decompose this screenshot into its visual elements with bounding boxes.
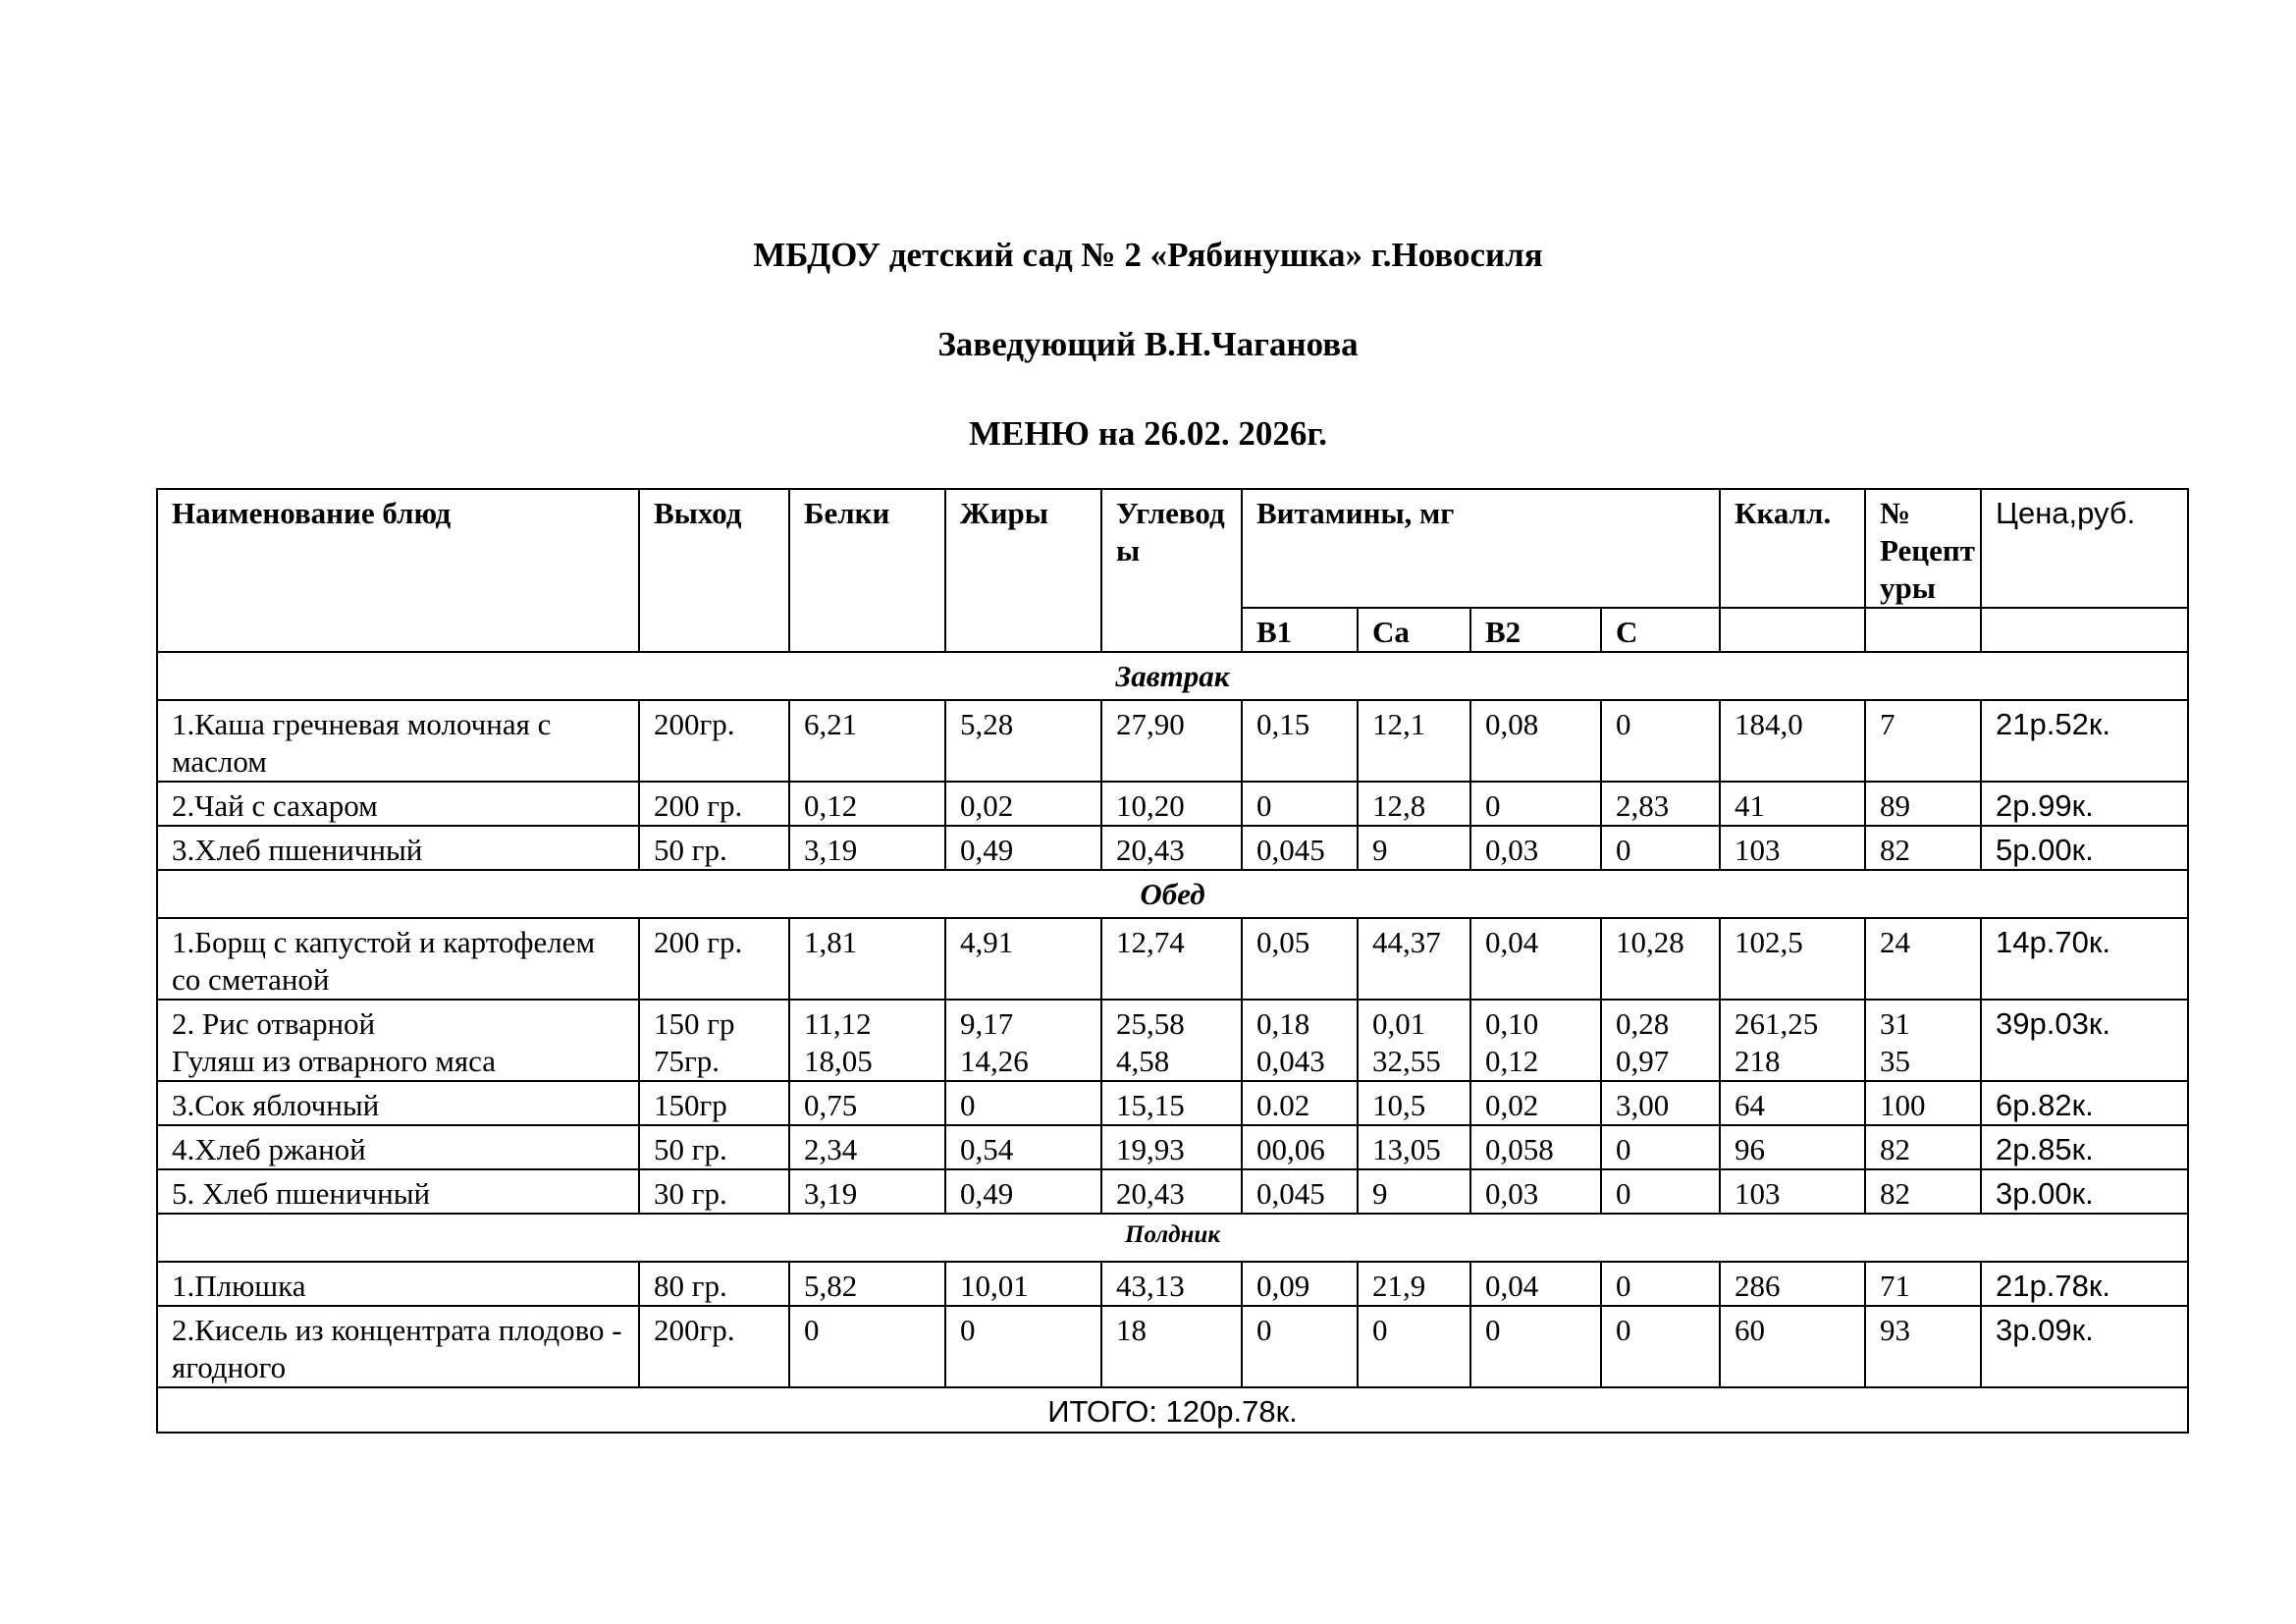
cell-yield: 200гр. bbox=[639, 700, 789, 782]
cell-b1: 0 bbox=[1242, 782, 1358, 826]
cell-b2: 0,03 bbox=[1470, 826, 1601, 870]
cell-c: 0 bbox=[1601, 1306, 1720, 1387]
section-row bbox=[157, 1214, 2188, 1262]
cell-fat: 4,91 bbox=[945, 918, 1101, 1000]
total-row bbox=[157, 1387, 2188, 1433]
table-header-row bbox=[157, 489, 2188, 608]
cell-price: 21р.52к. bbox=[1981, 700, 2188, 782]
cell-price: 3р.00к. bbox=[1981, 1169, 2188, 1214]
cell-protein: 2,34 bbox=[789, 1125, 945, 1169]
cell-b2: 0,04 bbox=[1470, 1262, 1601, 1306]
col-header-recipe: № Рецепт уры bbox=[1865, 489, 1981, 608]
cell-c: 0,28 0,97 bbox=[1601, 1000, 1720, 1081]
cell-b1: 0.02 bbox=[1242, 1081, 1358, 1125]
cell-price: 2р.99к. bbox=[1981, 782, 2188, 826]
organization-title: МБДОУ детский сад № 2 «Рябинушка» г.Новосиля bbox=[753, 236, 1543, 274]
cell-b2: 0,058 bbox=[1470, 1125, 1601, 1169]
table-row bbox=[157, 1125, 2188, 1169]
cell-protein: 5,82 bbox=[789, 1262, 945, 1306]
cell-b1: 0,05 bbox=[1242, 918, 1358, 1000]
cell-carbs: 10,20 bbox=[1101, 782, 1242, 826]
cell-fat: 10,01 bbox=[945, 1262, 1101, 1306]
col-header-price: Цена,руб. bbox=[1981, 489, 2188, 608]
table-row bbox=[157, 782, 2188, 826]
table-row bbox=[157, 1169, 2188, 1214]
cell-b2: 0,04 bbox=[1470, 918, 1601, 1000]
cell-ca: 21,9 bbox=[1358, 1262, 1470, 1306]
table-row bbox=[157, 700, 2188, 782]
cell-price: 6р.82к. bbox=[1981, 1081, 2188, 1125]
cell-ca: 0,01 32,55 bbox=[1358, 1000, 1470, 1081]
cell-name: 2. Рис отварной Гуляш из отварного мяса bbox=[157, 1000, 639, 1081]
cell-kcal: 261,25 218 bbox=[1720, 1000, 1865, 1081]
cell-carbs: 19,93 bbox=[1101, 1125, 1242, 1169]
cell-price: 21р.78к. bbox=[1981, 1262, 2188, 1306]
cell-b2: 0,03 bbox=[1470, 1169, 1601, 1214]
cell-yield: 50 гр. bbox=[639, 826, 789, 870]
cell-recipe: 82 bbox=[1865, 1169, 1981, 1214]
empty-cell bbox=[1865, 608, 1981, 652]
cell-fat: 0 bbox=[945, 1081, 1101, 1125]
cell-carbs: 20,43 bbox=[1101, 1169, 1242, 1214]
cell-recipe: 82 bbox=[1865, 826, 1981, 870]
cell-kcal: 64 bbox=[1720, 1081, 1865, 1125]
cell-name: 1.Борщ с капустой и картофелем со сметаной bbox=[157, 918, 639, 1000]
col-header-yield: Выход bbox=[639, 489, 789, 652]
cell-kcal: 102,5 bbox=[1720, 918, 1865, 1000]
menu-title: МЕНЮ на 26.02. 2026г. bbox=[968, 414, 1328, 453]
cell-b1: 0,09 bbox=[1242, 1262, 1358, 1306]
cell-name: 2.Чай с сахаром bbox=[157, 782, 639, 826]
total-sum: ИТОГО: 120р.78к. bbox=[157, 1387, 2188, 1433]
table-row bbox=[157, 1000, 2188, 1081]
cell-carbs: 12,74 bbox=[1101, 918, 1242, 1000]
cell-c: 2,83 bbox=[1601, 782, 1720, 826]
cell-carbs: 27,90 bbox=[1101, 700, 1242, 782]
table-row bbox=[157, 918, 2188, 1000]
cell-yield: 80 гр. bbox=[639, 1262, 789, 1306]
cell-c: 3,00 bbox=[1601, 1081, 1720, 1125]
table-row bbox=[157, 1262, 2188, 1306]
cell-carbs: 25,58 4,58 bbox=[1101, 1000, 1242, 1081]
cell-protein: 11,12 18,05 bbox=[789, 1000, 945, 1081]
cell-kcal: 60 bbox=[1720, 1306, 1865, 1387]
cell-carbs: 43,13 bbox=[1101, 1262, 1242, 1306]
cell-yield: 200 гр. bbox=[639, 918, 789, 1000]
cell-yield: 200 гр. bbox=[639, 782, 789, 826]
section-row bbox=[157, 652, 2188, 700]
cell-recipe: 71 bbox=[1865, 1262, 1981, 1306]
cell-fat: 0,02 bbox=[945, 782, 1101, 826]
col-header-ca: Са bbox=[1358, 608, 1470, 652]
cell-carbs: 18 bbox=[1101, 1306, 1242, 1387]
cell-yield: 30 гр. bbox=[639, 1169, 789, 1214]
cell-yield: 150 гр 75гр. bbox=[639, 1000, 789, 1081]
cell-b2: 0,02 bbox=[1470, 1081, 1601, 1125]
col-header-carbs: Углевод ы bbox=[1101, 489, 1242, 652]
cell-c: 0 bbox=[1601, 826, 1720, 870]
col-header-protein: Белки bbox=[789, 489, 945, 652]
cell-ca: 12,1 bbox=[1358, 700, 1470, 782]
cell-b1: 0,15 bbox=[1242, 700, 1358, 782]
cell-price: 14р.70к. bbox=[1981, 918, 2188, 1000]
col-header-name: Наименование блюд bbox=[157, 489, 639, 652]
cell-ca: 12,8 bbox=[1358, 782, 1470, 826]
cell-c: 0 bbox=[1601, 700, 1720, 782]
cell-kcal: 96 bbox=[1720, 1125, 1865, 1169]
table-row bbox=[157, 1306, 2188, 1387]
cell-price: 3р.09к. bbox=[1981, 1306, 2188, 1387]
cell-c: 0 bbox=[1601, 1125, 1720, 1169]
cell-ca: 13,05 bbox=[1358, 1125, 1470, 1169]
section-title: Полдник bbox=[157, 1214, 2188, 1262]
cell-carbs: 20,43 bbox=[1101, 826, 1242, 870]
cell-c: 0 bbox=[1601, 1262, 1720, 1306]
cell-kcal: 41 bbox=[1720, 782, 1865, 826]
table-row bbox=[157, 1081, 2188, 1125]
cell-name: 3.Сок яблочный bbox=[157, 1081, 639, 1125]
cell-b2: 0 bbox=[1470, 782, 1601, 826]
cell-name: 1.Каша гречневая молочная с маслом bbox=[157, 700, 639, 782]
cell-b2: 0 bbox=[1470, 1306, 1601, 1387]
cell-yield: 150гр bbox=[639, 1081, 789, 1125]
cell-protein: 0,12 bbox=[789, 782, 945, 826]
cell-recipe: 7 bbox=[1865, 700, 1981, 782]
cell-ca: 9 bbox=[1358, 1169, 1470, 1214]
cell-name: 4.Хлеб ржаной bbox=[157, 1125, 639, 1169]
col-header-b2: В2 bbox=[1470, 608, 1601, 652]
cell-protein: 6,21 bbox=[789, 700, 945, 782]
cell-fat: 0,49 bbox=[945, 826, 1101, 870]
cell-ca: 10,5 bbox=[1358, 1081, 1470, 1125]
cell-c: 0 bbox=[1601, 1169, 1720, 1214]
menu-table bbox=[156, 488, 2189, 1434]
cell-fat: 0,54 bbox=[945, 1125, 1101, 1169]
cell-kcal: 286 bbox=[1720, 1262, 1865, 1306]
cell-ca: 0 bbox=[1358, 1306, 1470, 1387]
col-header-fat: Жиры bbox=[945, 489, 1101, 652]
cell-price: 39р.03к. bbox=[1981, 1000, 2188, 1081]
cell-kcal: 103 bbox=[1720, 826, 1865, 870]
cell-protein: 1,81 bbox=[789, 918, 945, 1000]
col-header-b1: В1 bbox=[1242, 608, 1358, 652]
cell-b1: 0,18 0,043 bbox=[1242, 1000, 1358, 1081]
section-title: Завтрак bbox=[157, 652, 2188, 700]
col-header-vitamins: Витамины, мг bbox=[1242, 489, 1720, 608]
cell-fat: 5,28 bbox=[945, 700, 1101, 782]
cell-b2: 0,10 0,12 bbox=[1470, 1000, 1601, 1081]
cell-yield: 50 гр. bbox=[639, 1125, 789, 1169]
cell-b1: 0,045 bbox=[1242, 1169, 1358, 1214]
cell-name: 3.Хлеб пшеничный bbox=[157, 826, 639, 870]
cell-protein: 3,19 bbox=[789, 1169, 945, 1214]
col-header-c: С bbox=[1601, 608, 1720, 652]
cell-recipe: 82 bbox=[1865, 1125, 1981, 1169]
cell-fat: 0,49 bbox=[945, 1169, 1101, 1214]
cell-recipe: 93 bbox=[1865, 1306, 1981, 1387]
cell-name: 2.Кисель из концентрата плодово - ягодного bbox=[157, 1306, 639, 1387]
cell-b1: 0,045 bbox=[1242, 826, 1358, 870]
col-header-kcal: Ккалл. bbox=[1720, 489, 1865, 608]
section-title: Обед bbox=[157, 870, 2188, 918]
cell-protein: 0,75 bbox=[789, 1081, 945, 1125]
cell-c: 10,28 bbox=[1601, 918, 1720, 1000]
cell-price: 2р.85к. bbox=[1981, 1125, 2188, 1169]
head-of-kindergarten: Заведующий В.Н.Чаганова bbox=[937, 325, 1359, 363]
cell-recipe: 24 bbox=[1865, 918, 1981, 1000]
cell-carbs: 15,15 bbox=[1101, 1081, 1242, 1125]
cell-ca: 44,37 bbox=[1358, 918, 1470, 1000]
cell-kcal: 103 bbox=[1720, 1169, 1865, 1214]
cell-name: 1.Плюшка bbox=[157, 1262, 639, 1306]
cell-protein: 3,19 bbox=[789, 826, 945, 870]
cell-recipe: 89 bbox=[1865, 782, 1981, 826]
empty-cell bbox=[1981, 608, 2188, 652]
cell-kcal: 184,0 bbox=[1720, 700, 1865, 782]
cell-yield: 200гр. bbox=[639, 1306, 789, 1387]
section-row bbox=[157, 870, 2188, 918]
cell-name: 5. Хлеб пшеничный bbox=[157, 1169, 639, 1214]
cell-b2: 0,08 bbox=[1470, 700, 1601, 782]
table-row bbox=[157, 826, 2188, 870]
cell-protein: 0 bbox=[789, 1306, 945, 1387]
cell-b1: 0 bbox=[1242, 1306, 1358, 1387]
empty-cell bbox=[1720, 608, 1865, 652]
cell-fat: 9,17 14,26 bbox=[945, 1000, 1101, 1081]
cell-recipe: 100 bbox=[1865, 1081, 1981, 1125]
cell-b1: 00,06 bbox=[1242, 1125, 1358, 1169]
cell-recipe: 31 35 bbox=[1865, 1000, 1981, 1081]
cell-price: 5р.00к. bbox=[1981, 826, 2188, 870]
cell-ca: 9 bbox=[1358, 826, 1470, 870]
cell-fat: 0 bbox=[945, 1306, 1101, 1387]
